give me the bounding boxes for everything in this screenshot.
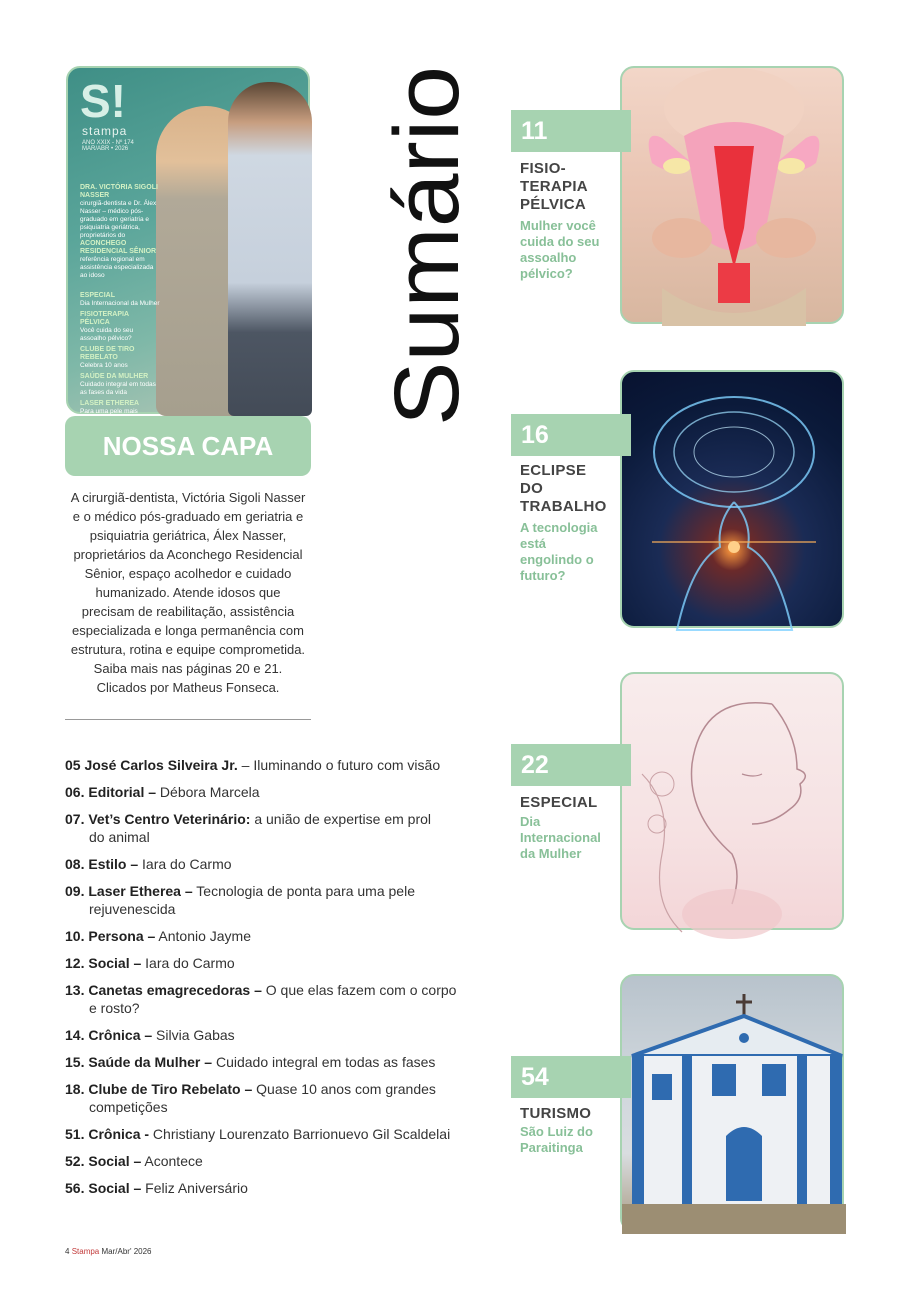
toc-item-title: 10. Persona –	[65, 928, 156, 944]
toc-item-title: 15. Saúde da Mulher –	[65, 1054, 213, 1070]
toc-item-text: – Iluminando o futuro com visão	[237, 757, 441, 773]
toc-item-text: Antonio Jayme	[155, 928, 252, 944]
cover-headline-name: DRA. VICTÓRIA SIGOLI NASSER	[80, 184, 158, 199]
toc-item-text: Iara do Carmo	[138, 856, 232, 872]
toc-item-continuation: rejuvenescida	[89, 901, 176, 917]
toc-item-text: Débora Marcela	[156, 784, 260, 800]
toc-item-text: Silvia Gabas	[152, 1027, 235, 1043]
toc-item-title: 05 José Carlos Silveira Jr.	[65, 757, 238, 773]
cover-section-title: LASER ETHEREA	[80, 400, 140, 407]
toc-item-title: 18. Clube de Tiro Rebelato –	[65, 1081, 253, 1097]
cover-brand: stampa	[82, 124, 128, 138]
woman-line-art-icon	[622, 674, 846, 932]
feature-subtitle: São Luiz do Paraitinga	[520, 1124, 593, 1155]
toc-item[interactable]	[65, 1125, 465, 1143]
uterus-illustration-icon	[622, 68, 846, 326]
cover-sections	[80, 292, 160, 424]
toc-item-text: Christiany Lourenzato Barrionuevo Gil Scaldelai	[149, 1126, 451, 1142]
toc-item[interactable]	[65, 954, 465, 972]
toc-item[interactable]	[65, 1053, 465, 1071]
cover-section-text: Dia Internacional da Mulher	[80, 300, 160, 307]
cover-logo: S!	[80, 75, 126, 127]
feature-image-brain[interactable]	[620, 370, 844, 628]
footer-issue: Mar/Abr' 2026	[101, 1247, 152, 1256]
feature-number: 22	[511, 744, 631, 786]
feature-number: 11	[511, 110, 631, 152]
toc-item-text: a união de expertise em prol	[250, 811, 432, 827]
cover-section-text: Celebra 10 anos	[80, 362, 128, 369]
cover-image[interactable]	[66, 66, 310, 414]
feature-number: 54	[511, 1056, 631, 1098]
toc-item-text: Acontece	[141, 1153, 203, 1169]
digital-brain-icon	[622, 372, 846, 630]
nossa-capa-label: NOSSA CAPA	[65, 416, 311, 476]
feature-title: TURISMO	[520, 1105, 592, 1122]
toc-item-title: 07. Vet’s Centro Veterinário:	[65, 811, 251, 827]
toc-item-title: 08. Estilo –	[65, 856, 139, 872]
feature-subtitle: Mulher você cuida do seu assoalho pélvico?	[520, 218, 600, 281]
footer-brand: Stampa	[71, 1247, 100, 1256]
feature-image-woman[interactable]	[620, 672, 844, 930]
cover-section-title: SAÚDE DA MULHER	[80, 373, 149, 380]
cover-section-title: CLUBE DE TIRO REBELATO	[80, 346, 135, 361]
divider	[65, 719, 311, 720]
cover-issue: ANO XXIX - Nº 174 MAR/ABR • 2026	[82, 140, 134, 152]
page-footer	[65, 1247, 152, 1256]
toc-item-title: 09. Laser Etherea –	[65, 883, 193, 899]
toc-item-text: Cuidado integral em todas as fases	[212, 1054, 436, 1070]
toc-item-text: Quase 10 anos com grandes	[252, 1081, 436, 1097]
feature-title: ECLIPSE DO TRABALHO	[520, 462, 607, 515]
feature-image-church[interactable]	[620, 974, 844, 1232]
capa-description: A cirurgiã-dentista, Victória Sigoli Nasser e o médico pós-graduado em geriatria e psiquiatria geriátrica, Álex Nasser, proprietários da Aconchego Residencial Sênior, espaço acolhedor e cuidado humanizado. Atende idosos que precisam de reabilitação, assistência especializada e longa permanência com estrutura, rotina e equipe comprometida. Saiba mais nas páginas 20 e 21. Clicados por Matheus Fonseca.	[70, 490, 306, 695]
toc-item[interactable]	[65, 1179, 465, 1197]
cover-section-title: FISIOTERAPIA PÉLVICA	[80, 311, 129, 326]
church-icon	[622, 976, 846, 1234]
toc-item[interactable]	[65, 783, 465, 801]
feature-title: FISIO- TERAPIA PÉLVICA	[520, 160, 588, 213]
page-title-text: Sumário	[376, 83, 478, 426]
page-title	[376, 62, 478, 432]
toc-item[interactable]	[65, 927, 465, 945]
cover-section-text: Para uma pele mais	[80, 408, 138, 415]
feature-number: 16	[511, 414, 631, 456]
toc-item-text: Iara do Carmo	[141, 955, 235, 971]
table-of-contents	[65, 756, 465, 1206]
toc-item[interactable]	[65, 1080, 465, 1116]
toc-item[interactable]	[65, 1026, 465, 1044]
feature-title: ESPECIAL	[520, 794, 598, 811]
toc-item-text: O que elas fazem com o corpo	[261, 982, 457, 998]
toc-item-title: 56. Social –	[65, 1180, 142, 1196]
toc-item-continuation: e rosto?	[89, 1000, 140, 1016]
toc-item-text: Tecnologia de ponta para uma pele	[192, 883, 415, 899]
toc-item-continuation: do animal	[89, 829, 150, 845]
cover-headline	[80, 184, 160, 280]
feature-image-pelvic[interactable]	[620, 66, 844, 324]
feature-subtitle: Dia Internacional da Mulher	[520, 814, 601, 861]
cover-section-text: Você cuida do seu assoalho pélvico?	[80, 327, 134, 342]
toc-item-continuation: competições	[89, 1099, 168, 1115]
toc-item-title: 14. Crônica –	[65, 1027, 153, 1043]
toc-item-title: 13. Canetas emagrecedoras –	[65, 982, 262, 998]
toc-item[interactable]	[65, 756, 465, 774]
cover-man-figure	[228, 82, 312, 416]
cover-headline-text: cirurgiã-dentista e Dr. Álex Nasser – médico pós-graduado em geriatria e psiquiatria geriátrica, proprietários do	[80, 200, 157, 239]
cover-section-title: ESPECIAL	[80, 292, 116, 299]
cover-headline-place: ACONCHEGO RESIDENCIAL SÊNIOR	[80, 240, 157, 255]
toc-item[interactable]	[65, 882, 465, 918]
toc-item[interactable]	[65, 855, 465, 873]
toc-item-title: 51. Crônica -	[65, 1126, 150, 1142]
toc-item[interactable]	[65, 1152, 465, 1170]
feature-subtitle: A tecnologia está engolindo o futuro?	[520, 520, 598, 583]
cover-headline-tail: referência regional em assistência especializada ao idoso	[80, 256, 154, 279]
cover-section-text: Cuidado integral em todas as fases da vida	[80, 381, 156, 396]
toc-item-title: 06. Editorial –	[65, 784, 157, 800]
toc-item-title: 52. Social –	[65, 1153, 142, 1169]
toc-item[interactable]	[65, 981, 465, 1017]
toc-item-title: 12. Social –	[65, 955, 142, 971]
page-number: 4	[65, 1247, 70, 1256]
toc-item[interactable]	[65, 810, 465, 846]
toc-item-text: Feliz Aniversário	[141, 1180, 248, 1196]
